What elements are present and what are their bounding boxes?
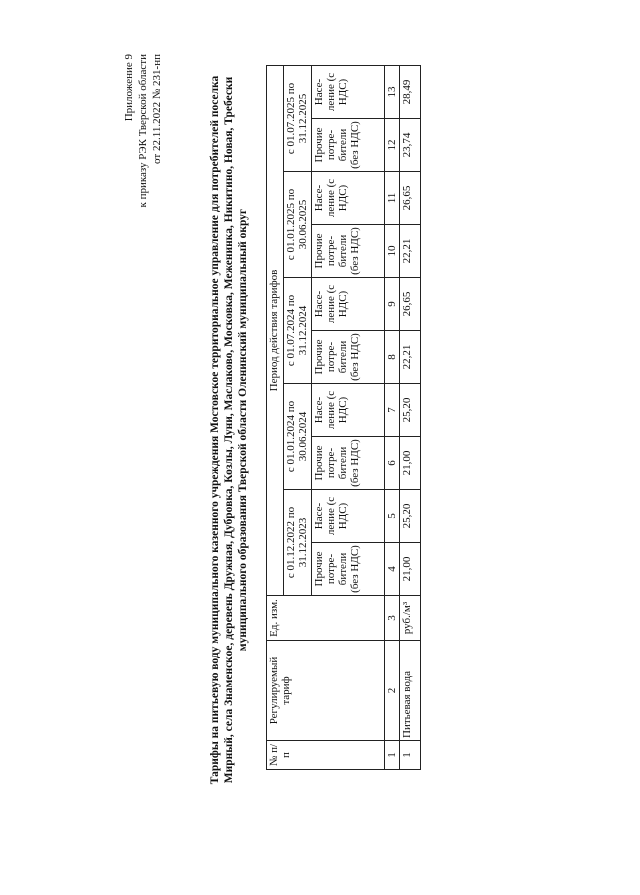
column-index: 1 xyxy=(385,741,400,770)
appendix-note xyxy=(122,54,164,208)
column-index: 12 xyxy=(385,119,400,172)
row-value: 26,65 xyxy=(400,172,421,225)
title-line-3: муниципального образования Тверской области Оленинский муниципальный округ xyxy=(237,208,249,652)
header-tariff: Регулируемый тариф xyxy=(267,641,385,741)
column-index-row xyxy=(385,66,400,770)
column-index: 4 xyxy=(385,543,400,596)
category-population: Насе- ление (с НДС) xyxy=(312,66,385,119)
header-period: Период действия тарифов xyxy=(267,66,284,596)
row-value: 22,21 xyxy=(400,225,421,278)
title-line-2: Мирный, села Знаменское, деревень Дружная, Дубровка, Козлы, Луни, Маслаково, Московка, Меженинка, Никитино, Новая, Требески xyxy=(223,76,235,784)
title-line-1: Тарифы на питьевую воду муниципального казенного учреждения Мостовское территориальное управление для потребителей поселка xyxy=(209,75,221,785)
row-value: 23,74 xyxy=(400,119,421,172)
row-number: 1 xyxy=(400,741,421,770)
row-unit: руб./м³ xyxy=(400,596,421,641)
row-value: 28,49 xyxy=(400,66,421,119)
category-population: Насе- ление (с НДС) xyxy=(312,384,385,437)
row-value: 21,00 xyxy=(400,543,421,596)
category-other: Прочие потре- бители (без НДС) xyxy=(312,543,385,596)
column-index: 2 xyxy=(385,641,400,741)
category-other: Прочие потре- бители (без НДС) xyxy=(312,331,385,384)
row-value: 21,00 xyxy=(400,437,421,490)
column-index: 13 xyxy=(385,66,400,119)
category-population: Насе- ление (с НДС) xyxy=(312,278,385,331)
tariff-table xyxy=(266,65,421,770)
column-index: 3 xyxy=(385,596,400,641)
period-1: с 01.12.2022 по 31.12.2023 xyxy=(284,490,312,596)
row-value: 22,21 xyxy=(400,331,421,384)
period-3: с 01.07.2024 по 31.12.2024 xyxy=(284,278,312,384)
appendix-line-1: Приложение 9 xyxy=(123,54,135,122)
table-row xyxy=(400,66,421,770)
column-index: 10 xyxy=(385,225,400,278)
appendix-line-3: от 22.11.2022 № 231-нп xyxy=(151,54,163,164)
document-title xyxy=(208,30,250,830)
row-value: 26,65 xyxy=(400,278,421,331)
category-population: Насе- ление (с НДС) xyxy=(312,490,385,543)
header-number: № п/ п xyxy=(267,741,385,770)
category-other: Прочие потре- бители (без НДС) xyxy=(312,119,385,172)
row-value: 25,20 xyxy=(400,384,421,437)
appendix-line-2: к приказу РЭК Тверской области xyxy=(137,54,149,208)
rotated-document xyxy=(120,30,600,830)
row-value: 25,20 xyxy=(400,490,421,543)
category-other: Прочие потре- бители (без НДС) xyxy=(312,225,385,278)
header-unit: Ед. изм. xyxy=(267,596,385,641)
period-5: с 01.07.2025 по 31.12.2025 xyxy=(284,66,312,172)
row-tariff-name: Питьевая вода xyxy=(400,641,421,741)
column-index: 11 xyxy=(385,172,400,225)
period-2: с 01.01.2024 по 30.06.2024 xyxy=(284,384,312,490)
column-index: 8 xyxy=(385,331,400,384)
column-index: 9 xyxy=(385,278,400,331)
period-4: с 01.01.2025 по 30.06.2025 xyxy=(284,172,312,278)
column-index: 7 xyxy=(385,384,400,437)
column-index: 6 xyxy=(385,437,400,490)
category-population: Насе- ление (с НДС) xyxy=(312,172,385,225)
category-other: Прочие потре- бители (без НДС) xyxy=(312,437,385,490)
column-index: 5 xyxy=(385,490,400,543)
